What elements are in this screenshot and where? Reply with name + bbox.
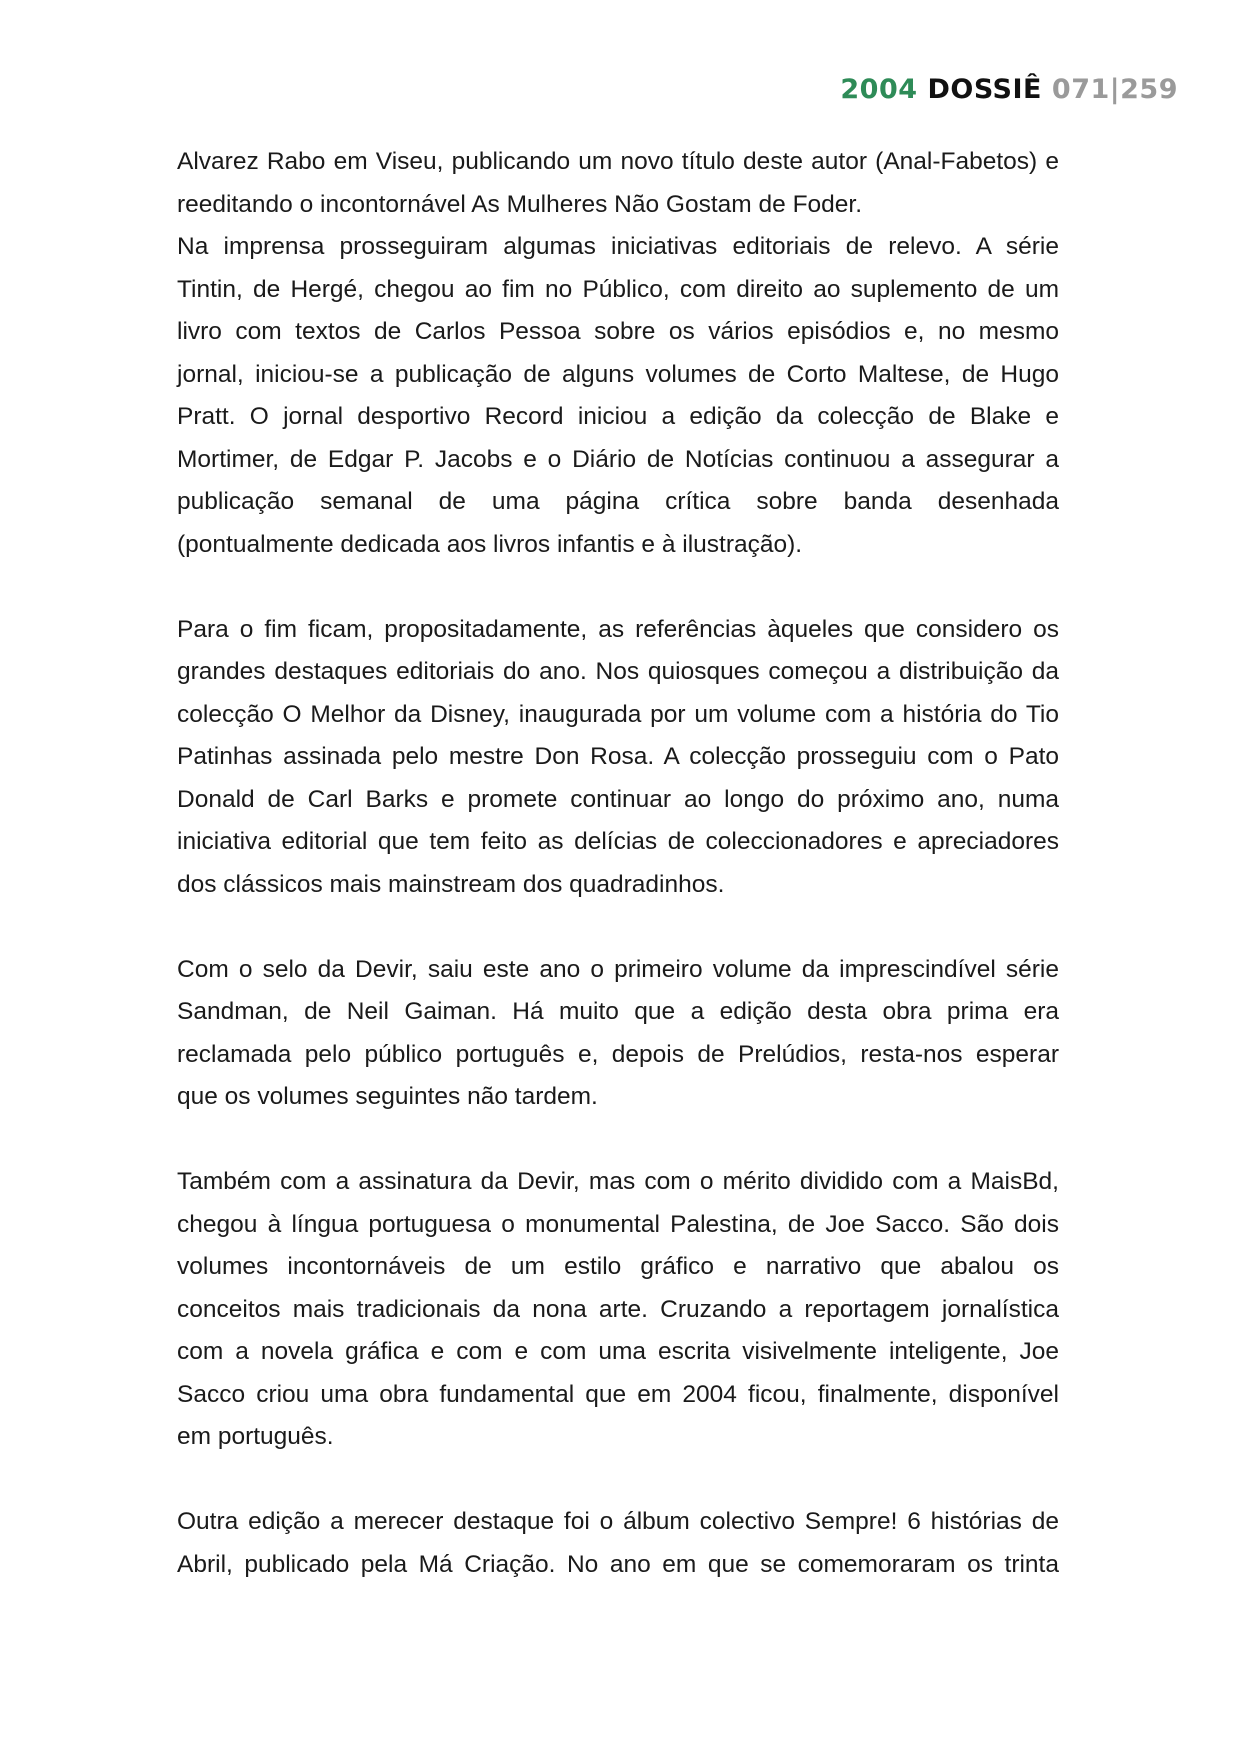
paragraph-continuation: [177, 141, 1059, 226]
text-line: (pontualmente dedicada aos livros infantis e à ilustração).: [177, 530, 803, 558]
paragraph-press: [177, 226, 1059, 566]
text-line: Mortimer, de Edgar P. Jacobs e o Diário de Notícias continuou a assegurar a: [177, 445, 1059, 473]
text-line: Alvarez Rabo em Viseu, publicando um novo título deste autor (Anal-Fabetos) e: [177, 148, 1059, 175]
paragraph-sandman: [177, 949, 1059, 1119]
text-line: Para o fim ficam, propositadamente, as referências àqueles que considero os: [177, 615, 1059, 643]
text-line: iniciativa editorial que tem feito as delícias de coleccionadores e apreciadores: [177, 828, 1059, 855]
text-line: que os volumes seguintes não tardem.: [177, 1083, 598, 1110]
text-line: grandes destaques editoriais do ano. Nos quiosques começou a distribuição da: [177, 658, 1059, 685]
text-line: livro com textos de Carlos Pessoa sobre os vários episódios e, no mesmo: [177, 318, 1059, 345]
text-line: Sandman, de Neil Gaiman. Há muito que a edição desta obra prima era: [177, 998, 1059, 1025]
text-line: Tintin, de Hergé, chegou ao fim no Público, com direito ao suplemento de um: [177, 275, 1059, 303]
paragraph-gap: [177, 566, 1059, 609]
text-line: colecção O Melhor da Disney, inaugurada por um volume com a história do Tio: [177, 700, 1059, 728]
text-line: dos clássicos mais mainstream dos quadradinhos.: [177, 870, 725, 898]
text-line: conceitos mais tradicionais da nona arte. Cruzando a reportagem jornalística: [177, 1295, 1059, 1323]
text-line: Abril, publicado pela Má Criação. No ano em que se comemoraram os trinta: [177, 1550, 1059, 1578]
text-line: reeditando o incontornável As Mulheres Não Gostam de Foder.: [177, 190, 863, 218]
paragraph-sempre: [177, 1501, 1059, 1586]
text-line: com a novela gráfica e com e com uma escrita visivelmente inteligente, Joe: [177, 1338, 1059, 1365]
paragraph-gap: [177, 1459, 1059, 1502]
paragraph-gap: [177, 1119, 1059, 1162]
text-line: Outra edição a merecer destaque foi o álbum colectivo Sempre! 6 histórias de: [177, 1508, 1059, 1535]
text-line: Com o selo da Devir, saiu este ano o primeiro volume da imprescindível série: [177, 955, 1059, 983]
header-section: DOSSIÊ: [927, 74, 1042, 105]
text-line: publicação semanal de uma página crítica sobre banda desenhada: [177, 488, 1059, 515]
text-line: jornal, iniciou-se a publicação de alguns volumes de Corto Maltese, de Hugo: [177, 360, 1059, 388]
paragraph-gap: [177, 906, 1059, 949]
text-line: reclamada pelo público português e, depois de Prelúdios, resta-nos esperar: [177, 1040, 1059, 1068]
article-body: [177, 141, 1059, 1586]
paragraph-palestina: [177, 1161, 1059, 1459]
running-header: [840, 74, 1178, 105]
text-line: Donald de Carl Barks e promete continuar ao longo do próximo ano, numa: [177, 785, 1059, 813]
text-line: Sacco criou uma obra fundamental que em 2004 ficou, finalmente, disponível: [177, 1380, 1059, 1408]
text-line: Patinhas assinada pelo mestre Don Rosa. A colecção prosseguiu com o Pato: [177, 743, 1059, 770]
text-line: Pratt. O jornal desportivo Record iniciou a edição da colecção de Blake e: [177, 403, 1059, 430]
text-line: Também com a assinatura da Devir, mas com o mérito dividido com a MaisBd,: [177, 1168, 1059, 1195]
text-line: em português.: [177, 1423, 334, 1450]
header-page-number: 071|259: [1051, 74, 1178, 105]
text-line: Na imprensa prosseguiram algumas iniciativas editoriais de relevo. A série: [177, 233, 1059, 260]
header-year: 2004: [840, 74, 918, 105]
text-line: chegou à língua portuguesa o monumental Palestina, de Joe Sacco. São dois: [177, 1210, 1059, 1238]
text-line: volumes incontornáveis de um estilo gráfico e narrativo que abalou os: [177, 1253, 1059, 1280]
paragraph-highlights: [177, 609, 1059, 907]
